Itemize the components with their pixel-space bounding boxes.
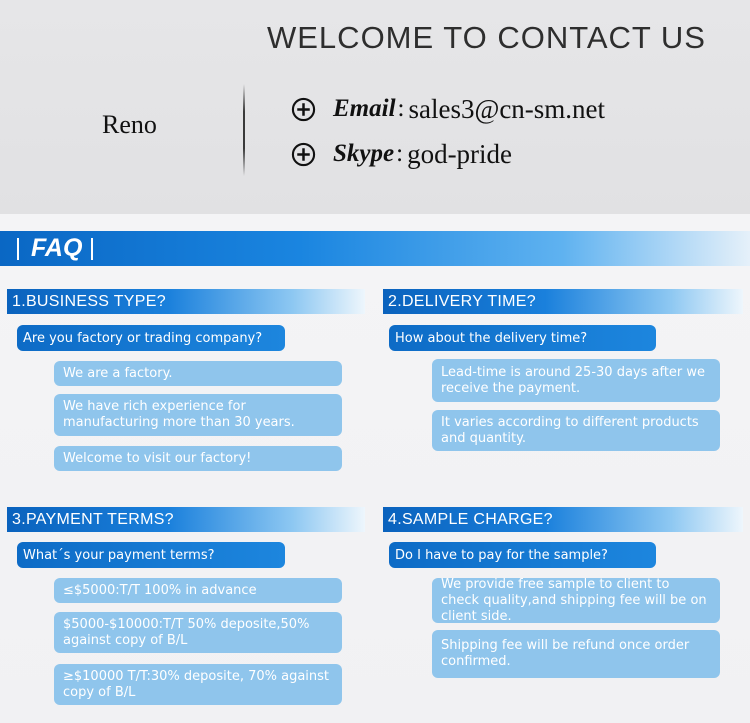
plus-circle-icon — [291, 97, 316, 122]
faq-question: What´s your payment terms? — [17, 542, 285, 568]
section-heading-delivery-time: 2.DELIVERY TIME? — [383, 289, 743, 314]
faq-title — [17, 233, 93, 264]
page-title: WELCOME TO CONTACT US — [267, 20, 706, 55]
faq-answer: It varies according to different products and quantity. — [432, 410, 720, 451]
faq-answer: $5000-$10000:T/T 50% deposite,50% against copy of B/L — [54, 612, 342, 653]
section-heading-business-type: 1.BUSINESS TYPE? — [7, 289, 365, 314]
faq-answer: We are a factory. — [54, 361, 342, 386]
faq-bar-mark-left — [17, 238, 19, 260]
skype-label: Skype — [333, 140, 395, 167]
faq-bar — [0, 231, 750, 266]
section-heading-sample-charge: 4.SAMPLE CHARGE? — [383, 507, 743, 532]
skype-separator: : — [396, 140, 404, 167]
faq-answer: Welcome to visit our factory! — [54, 446, 342, 471]
faq-title-text: FAQ — [31, 234, 83, 262]
email-label: Email — [333, 95, 396, 122]
plus-circle-icon — [291, 142, 316, 167]
section-heading-payment-terms: 3.PAYMENT TERMS? — [7, 507, 365, 532]
faq-answer: ≤$5000:T/T 100% in advance — [54, 578, 342, 603]
faq-answer: Lead-time is around 25-30 days after we receive the payment. — [432, 359, 720, 402]
skype-value[interactable]: god-pride — [407, 138, 513, 169]
faq-question: Do I have to pay for the sample? — [389, 542, 656, 568]
email-row — [291, 92, 605, 126]
email-value[interactable]: sales3@cn-sm.net — [408, 93, 606, 124]
email-separator: : — [397, 95, 405, 122]
faq-question: Are you factory or trading company? — [17, 325, 285, 351]
faq-question: How about the delivery time? — [389, 325, 656, 351]
faq-answer: We provide free sample to client to check quality,and shipping fee will be on client side. — [432, 578, 720, 623]
skype-row — [291, 137, 512, 171]
faq-answer: ≥$10000 T/T:30% deposite, 70% against copy of B/L — [54, 664, 342, 705]
faq-bar-mark-right — [91, 238, 93, 260]
faq-answer: Shipping fee will be refund once order confirmed. — [432, 630, 720, 678]
header-divider — [243, 84, 245, 176]
faq-answer: We have rich experience for manufacturing more than 30 years. — [54, 394, 342, 436]
contact-name: Reno — [102, 110, 157, 139]
